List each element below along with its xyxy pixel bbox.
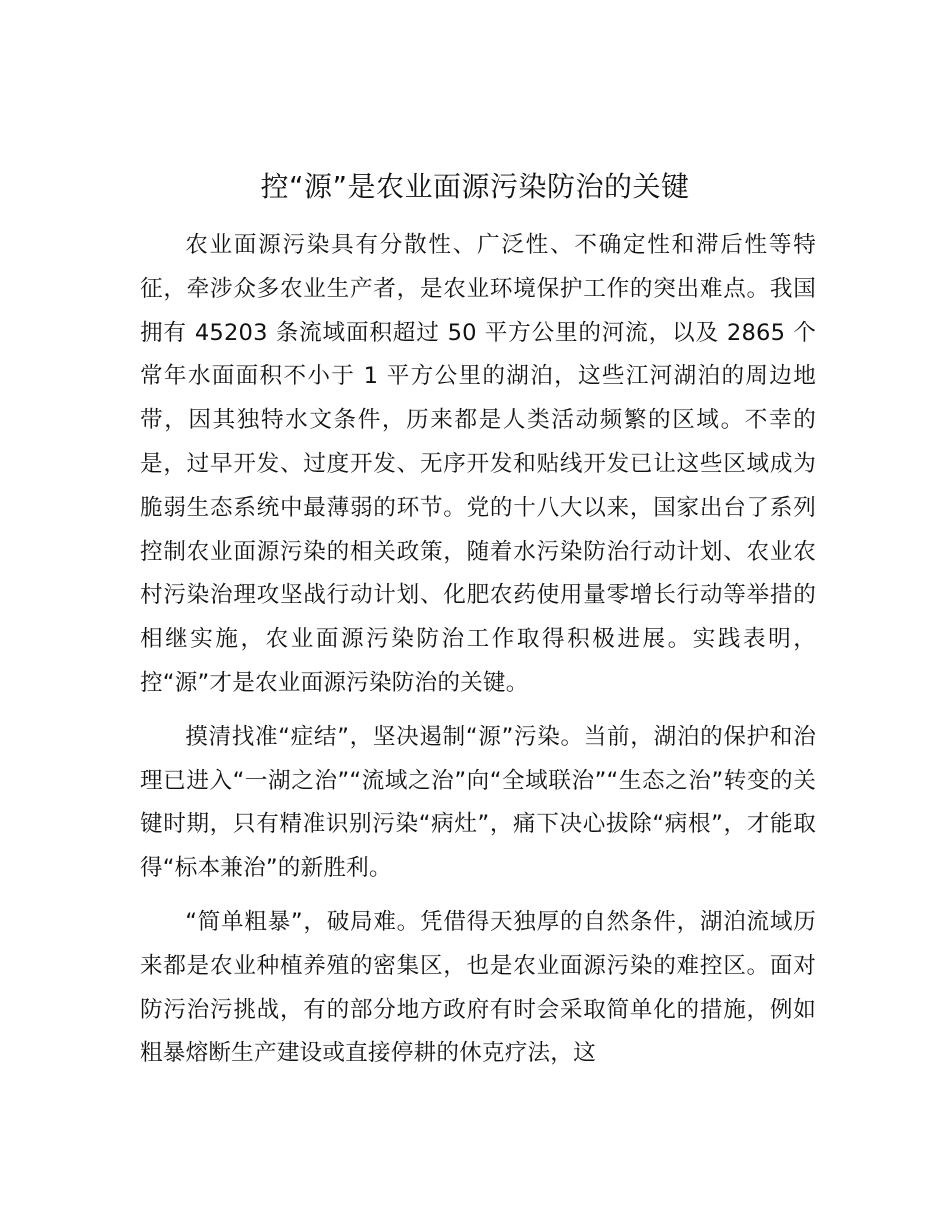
paragraph: “简单粗暴”，破局难。凭借得天独厚的自然条件，湖泊流域历来都是农业种植养殖的密集区，也是农业面源污染的难控区。面对防污治污挑战，有的部分地方政府有时会采取简单化的措施，例如粗暴熔断生产建设或直接停耕的休克疗法，这 (140, 908, 816, 1067)
paragraph: 农业面源污染具有分散性、广泛性、不确定性和滞后性等特征，牵涉众多农业生产者，是农业环境保护工作的突出难点。我国拥有 45203 条流域面积超过 50 平方公里的河流，以及 2865 个常年水面面积不小于 1 平方公里的湖泊，这些江河湖泊的周边地带，因其独特水文条件，历来都是人类活动频繁的区域。不幸的是，过早开发、过度开发、无序开发和贴线开发已让这些区域成为脆弱生态系统中最薄弱的环节。党的十八大以来，国家出台了系列控制农业面源污染的相关政策，随着水污染防治行动计划、农业农村污染治理攻坚战行动计划、化肥农药使用量零增长行动等举措的相继实施，农业面源污染防治工作取得积极进展。实践表明，控“源”才是农业面源污染防治的关键。 (140, 232, 816, 696)
paragraph: 摸清找准“症结”，坚决遏制“源”污染。当前，湖泊的保护和治理已进入“一湖之治”“流域之治”向“全域联治”“生态之治”转变的关键时期，只有精准识别污染“病灶”，痛下决心拔除“病根”，才能取得“标本兼治”的新胜利。 (140, 723, 816, 882)
document-title: 控“源”是农业面源污染防治的关键 (260, 170, 690, 203)
document-body (140, 224, 816, 1086)
